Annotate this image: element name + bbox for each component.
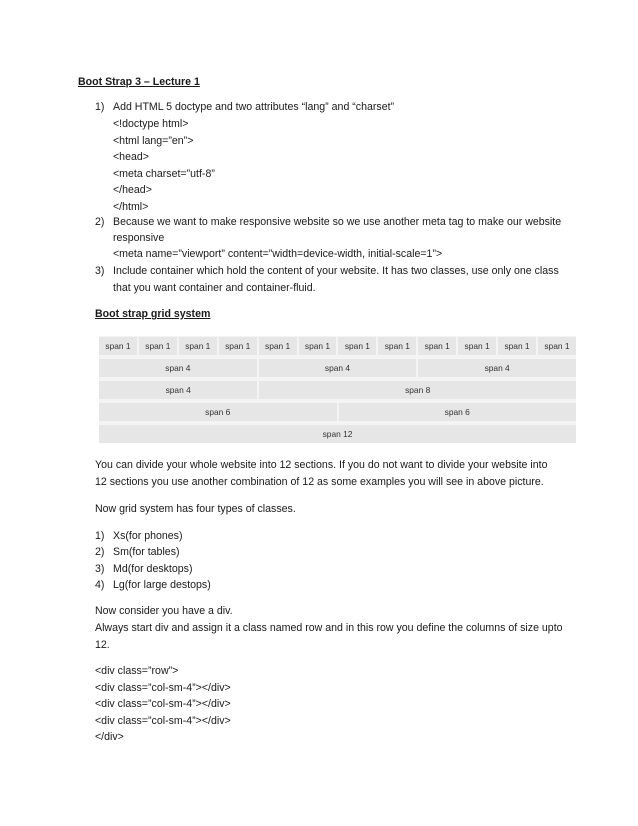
page-title: Boot Strap 3 – Lecture 1 bbox=[78, 76, 200, 88]
list-number: 4) bbox=[95, 579, 105, 591]
code-line: </html> bbox=[113, 201, 149, 213]
list-item-text: Add HTML 5 doctype and two attributes “lang” and “charset” bbox=[113, 101, 395, 113]
grid-cell-span-4: span 4 bbox=[418, 359, 576, 377]
grid-cell-span-6: span 6 bbox=[99, 403, 337, 421]
section-heading: Boot strap grid system bbox=[95, 308, 211, 320]
grid-system-figure bbox=[99, 336, 576, 442]
code-line: </div> bbox=[95, 731, 124, 743]
list-item-text: Sm(for tables) bbox=[113, 546, 180, 558]
grid-row bbox=[99, 359, 576, 377]
grid-cell-span-1: span 1 bbox=[219, 337, 257, 355]
grid-cell-span-4: span 4 bbox=[99, 359, 257, 377]
paragraph-line: You can divide your whole website into 12 sections. If you do not want to divide your website into bbox=[95, 459, 548, 471]
paragraph-line: Always start div and assign it a class named row and in this row you define the columns of size upto bbox=[95, 622, 563, 634]
grid-cell-span-12: span 12 bbox=[99, 425, 576, 443]
grid-cell-span-1: span 1 bbox=[498, 337, 536, 355]
code-line: <div class=”col-sm-4”></div> bbox=[95, 715, 231, 727]
paragraph-line: Now grid system has four types of classes. bbox=[95, 503, 296, 515]
grid-cell-span-1: span 1 bbox=[458, 337, 496, 355]
code-line: <!doctype html> bbox=[113, 118, 189, 130]
grid-cell-span-8: span 8 bbox=[259, 381, 576, 399]
list-number: 2) bbox=[95, 546, 105, 558]
grid-row bbox=[99, 403, 576, 421]
list-item-text: Because we want to make responsive website so we use another meta tag to make our website bbox=[113, 216, 562, 228]
list-number: 1) bbox=[95, 101, 105, 113]
paragraph-line: 12 sections you use another combination of 12 as some examples you will see in above picture. bbox=[95, 476, 544, 488]
list-item-text: Lg(for large destops) bbox=[113, 579, 211, 591]
list-item-text: Md(for desktops) bbox=[113, 563, 193, 575]
grid-cell-span-4: span 4 bbox=[259, 359, 417, 377]
grid-cell-span-1: span 1 bbox=[179, 337, 217, 355]
paragraph-line: Now consider you have a div. bbox=[95, 605, 233, 617]
grid-row bbox=[99, 425, 576, 443]
grid-cell-span-1: span 1 bbox=[139, 337, 177, 355]
grid-cell-span-1: span 1 bbox=[378, 337, 416, 355]
grid-row bbox=[99, 337, 576, 355]
grid-cell-span-1: span 1 bbox=[99, 337, 137, 355]
code-line: <meta name=”viewport” content=”width=device-width, initial-scale=1”> bbox=[113, 248, 443, 260]
list-item-text: responsive bbox=[113, 232, 165, 244]
grid-row bbox=[99, 381, 576, 399]
list-number: 3) bbox=[95, 265, 105, 277]
list-number: 3) bbox=[95, 563, 105, 575]
code-line: <div class=”col-sm-4”></div> bbox=[95, 682, 231, 694]
grid-cell-span-4: span 4 bbox=[99, 381, 257, 399]
code-line: <div class=”row”> bbox=[95, 665, 179, 677]
code-line: <head> bbox=[113, 151, 149, 163]
code-line: </head> bbox=[113, 184, 152, 196]
code-line: <div class=”col-sm-4”></div> bbox=[95, 698, 231, 710]
grid-cell-span-6: span 6 bbox=[339, 403, 577, 421]
list-number: 2) bbox=[95, 216, 105, 228]
grid-cell-span-1: span 1 bbox=[259, 337, 297, 355]
code-line: <meta charset=”utf-8” bbox=[113, 168, 215, 180]
list-item-text: that you want container and container-fluid. bbox=[113, 282, 316, 294]
list-number: 1) bbox=[95, 530, 105, 542]
grid-cell-span-1: span 1 bbox=[338, 337, 376, 355]
paragraph-line: 12. bbox=[95, 639, 110, 651]
code-line: <html lang=”en”> bbox=[113, 135, 194, 147]
grid-cell-span-1: span 1 bbox=[538, 337, 576, 355]
grid-cell-span-1: span 1 bbox=[299, 337, 337, 355]
grid-cell-span-1: span 1 bbox=[418, 337, 456, 355]
list-item-text: Include container which hold the content of your website. It has two classes, use only one class bbox=[113, 265, 559, 277]
list-item-text: Xs(for phones) bbox=[113, 530, 183, 542]
